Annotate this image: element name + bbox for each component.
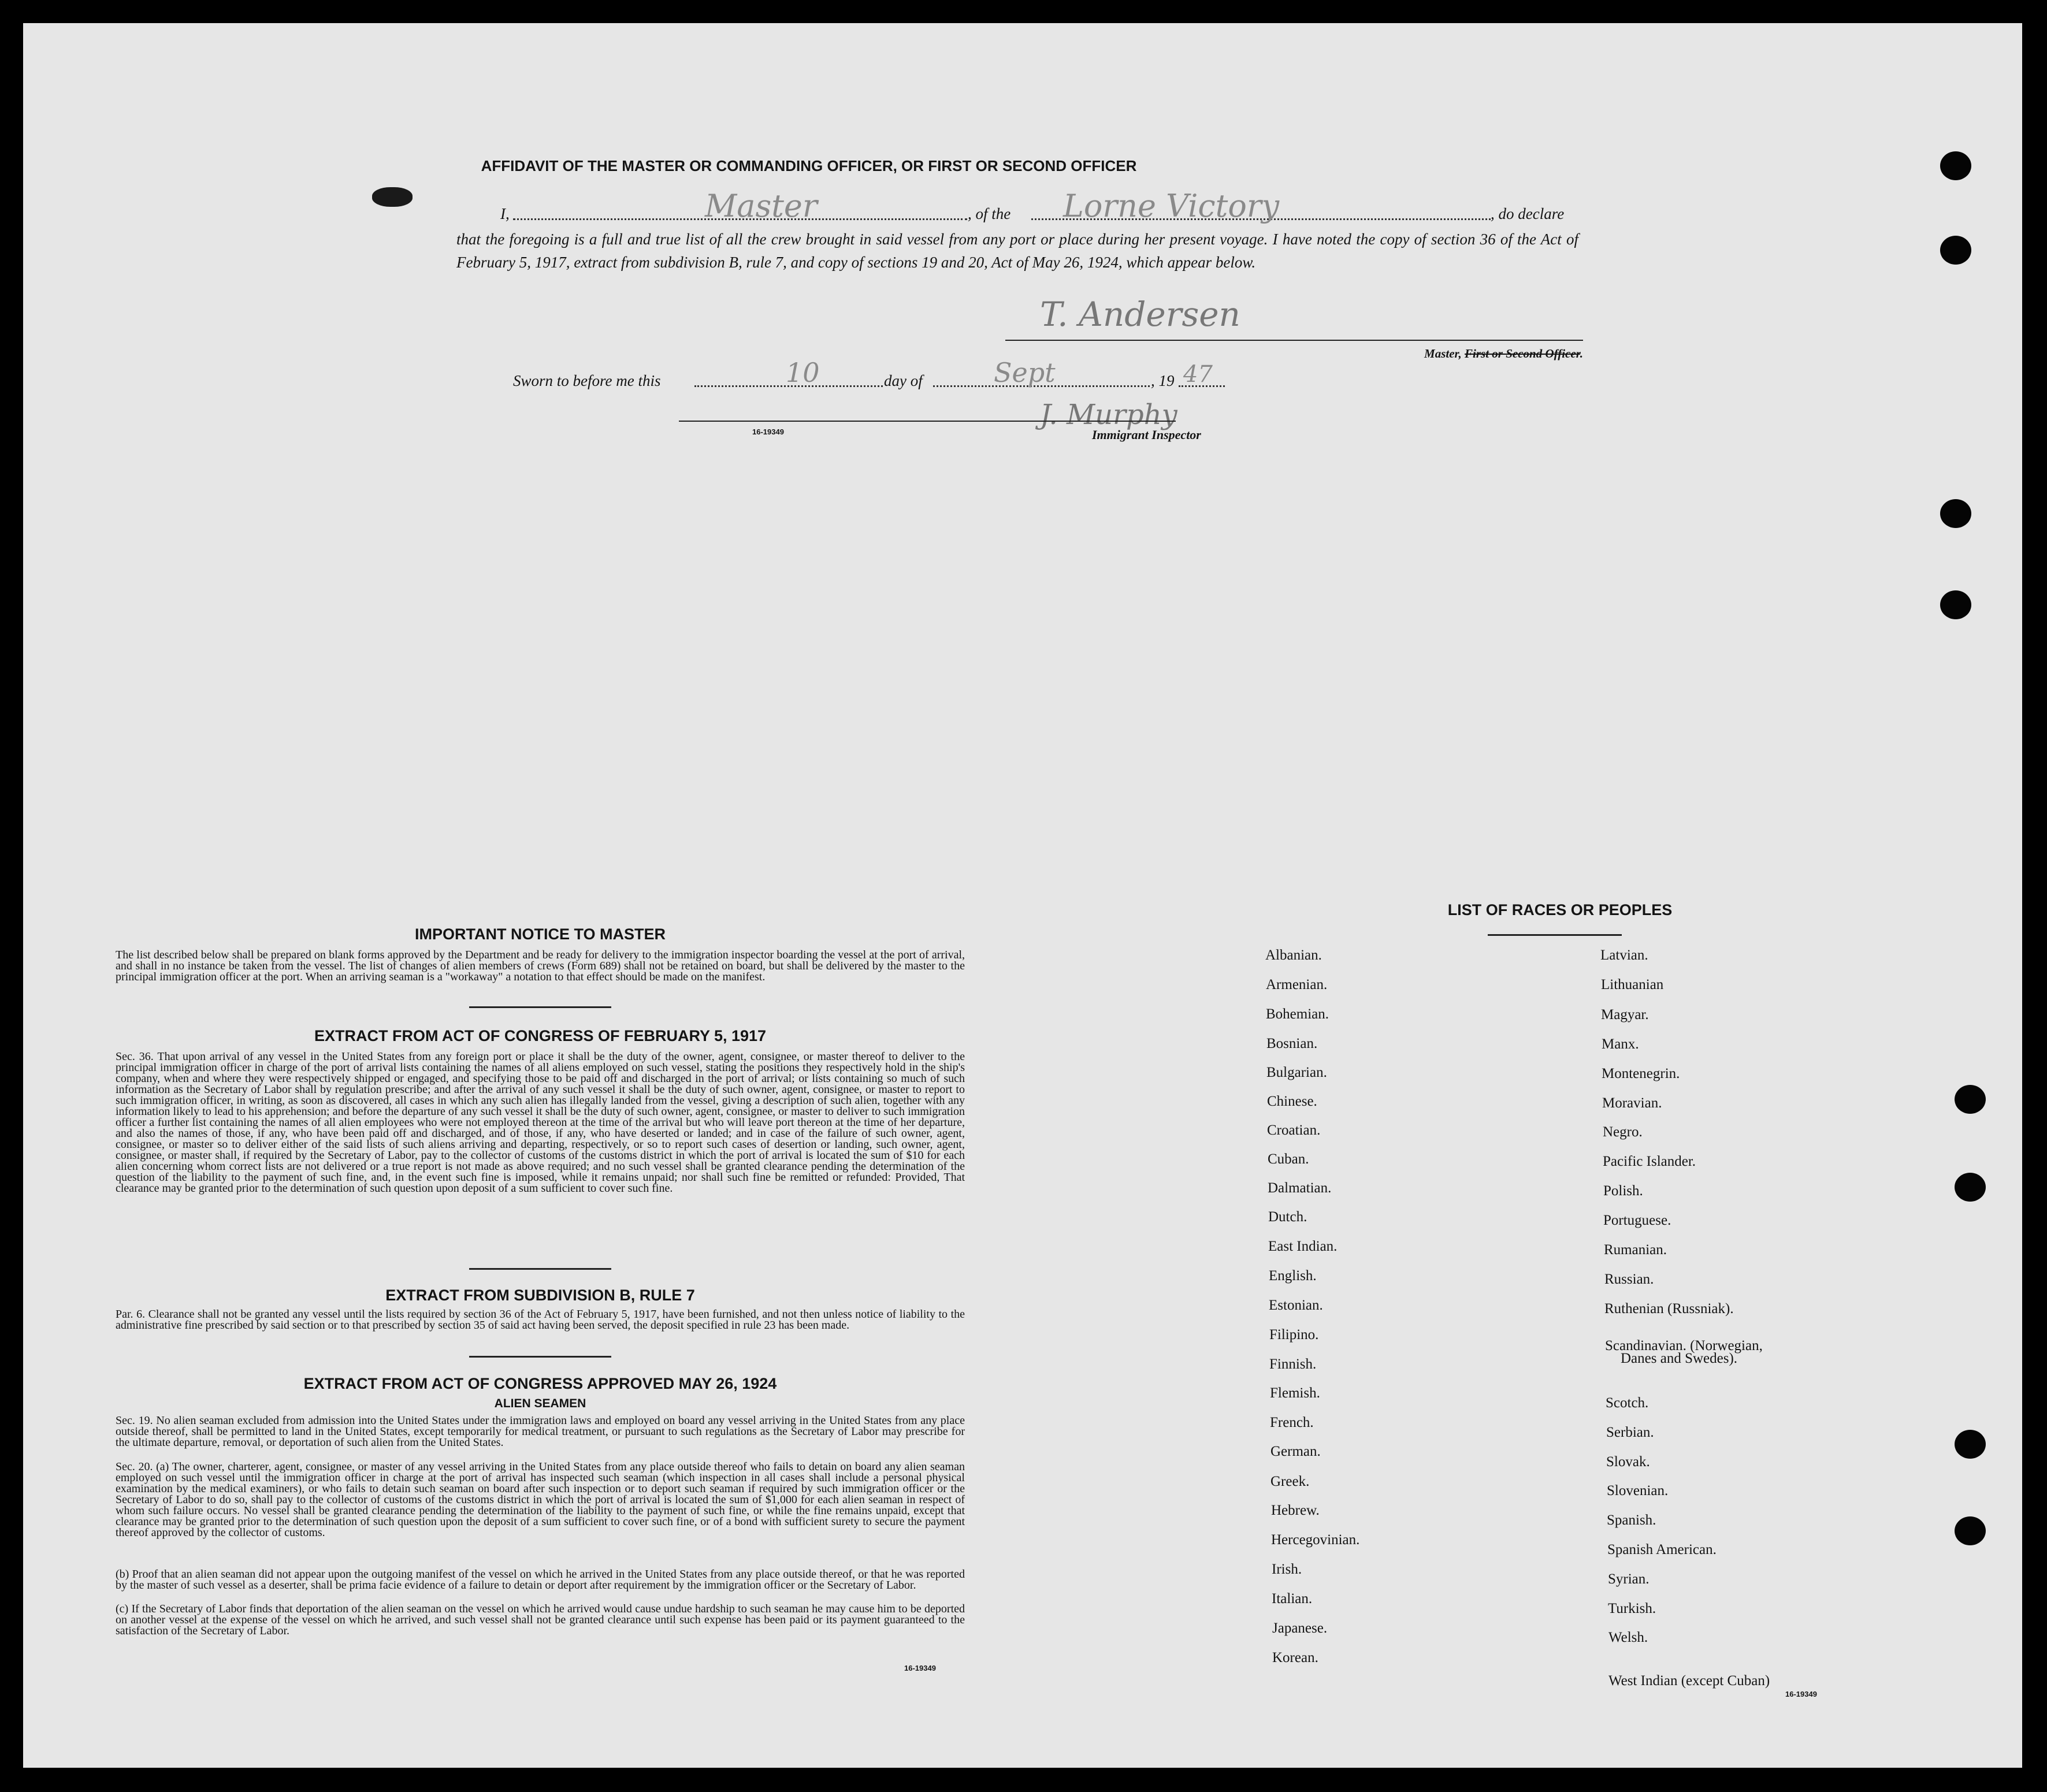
race-item: Ruthenian (Russniak). <box>1604 1301 1734 1317</box>
inspector-signature: J. Murphy <box>1040 399 1177 431</box>
race-item: Scotch. <box>1606 1395 1649 1411</box>
race-item: Magyar. <box>1601 1007 1649 1023</box>
master-label-end: . <box>1580 347 1583 360</box>
document-page <box>23 23 2022 1768</box>
race-item: Manx. <box>1602 1036 1639 1052</box>
race-item: Welsh. <box>1608 1630 1648 1645</box>
race-item: Cuban. <box>1268 1151 1309 1167</box>
sec20c-text: (c) If the Secretary of Labor finds that deportation of the alien seaman on the vessel on which he arrived would cause undue hardship to such seaman he may cause him to be deported on another vessel at the expense of the vessel on which he arrived, and such vessel shall not be granted clearance until such expense has been paid or its payment guaranteed to the satisfaction of the Secretary of Labor. <box>116 1603 965 1637</box>
affidavit-body: that the foregoing is a full and true list of all the crew brought in said vessel from any port or place during her present voyage. I have noted the copy of section 36 of the Act of February 5, 1917, extract from subdivision B, rule 7, and copy of sections 19 and 20, Act of May 26, 1924, which appear below. <box>456 230 1578 271</box>
race-item: Lithuanian <box>1601 977 1664 992</box>
inspector-label: Immigrant Inspector <box>1092 427 1201 442</box>
affidavit-form-number: 16-19349 <box>752 427 784 436</box>
inspector-signature-line <box>679 421 1176 422</box>
race-item: Montenegrin. <box>1602 1066 1680 1081</box>
race-item: Bohemian. <box>1266 1006 1329 1022</box>
punch-hole <box>1955 1173 1986 1202</box>
master-label-struck: First or Second Officer <box>1465 347 1580 360</box>
race-item: Bosnian. <box>1266 1036 1318 1051</box>
race-item: Latvian. <box>1600 947 1648 963</box>
race-item: Filipino. <box>1269 1327 1319 1343</box>
master-signature-line <box>1005 340 1583 341</box>
race-item: Turkish. <box>1608 1601 1656 1616</box>
notice-text: The list described below shall be prepared on blank forms approved by the Department and be ready for delivery to the immigration inspector boarding the vessel at the port of arrival, and shall in no instance be taken from the vessel. The list of changes of alien members of crews (Form 689) shall not be retained on board, but shall be delivered by the master to the principal immigration officer at the port. When an arriving seaman is a "workaway" a notation to that effect should be made on the manifest. <box>116 949 965 983</box>
race-item: Slovak. <box>1606 1454 1650 1470</box>
race-item: Italian. <box>1272 1591 1313 1607</box>
race-item: Korean. <box>1272 1650 1318 1665</box>
extract2-divider <box>469 1356 611 1358</box>
day-of-label: day of <box>884 372 923 389</box>
sec20b-text: (b) Proof that an alien seaman did not appear upon the outgoing manifest of the vessel on which he arrived in the United States from any place outside thereof, or that he was reported by the master of such vessel as a deserter, shall be prima facie evidence of a failure to detain or deport after requirement by the immigration officer or the Secretary of Labor. <box>116 1568 965 1592</box>
extract1-title: EXTRACT FROM ACT OF CONGRESS OF FEBRUARY 5, 1917 <box>314 1027 767 1044</box>
race-item: Negro. <box>1603 1124 1643 1140</box>
race-item: French. <box>1270 1415 1314 1430</box>
punch-hole <box>1940 590 1971 619</box>
year-suffix: 47 <box>1183 361 1213 388</box>
master-signature: T. Andersen <box>1040 295 1240 334</box>
race-item: Syrian. <box>1608 1571 1650 1587</box>
extract2-text: Par. 6. Clearance shall not be granted any vessel until the lists required by section 36 of the Act of February 5, 1917, have been furnished, and not then unless notice of liability to the administrative fine prescribed by said section or to that prescribed by section 35 of said act having been served, the deposit specified in rule 23 has been made. <box>116 1308 965 1332</box>
race-item: Irish. <box>1272 1562 1302 1577</box>
of-the-label: , of the <box>968 205 1011 222</box>
race-item: Danes and Swedes). <box>1621 1351 1738 1366</box>
punch-hole <box>1940 499 1971 528</box>
race-item: English. <box>1269 1268 1317 1284</box>
sec20a-text: Sec. 20. (a) The owner, charterer, agent, consignee, or master of any vessel arriving in the United States from any place outside thereof who fails to detain on board any alien seaman employed on such vessel until the immigration officer in charge at the port of arrival has inspected such seaman (which inspection in all cases shall include a personal physical examination by the medical examiners), or who fails to detain such seaman on board after such inspection or to deport such seaman if required by such immigration officer or the Secretary of Labor to do so, shall pay to the collector of customs of the customs district in which the port of arrival is located the sum of $1,000 for each alien seaman in respect of whom such failure occurs. No vessel shall be granted clearance pending the determination of the liability to the payment of such fine, or while the fine remains unpaid, except that clearance may be granted prior to the determination of such question upon the deposit of a sum sufficient to cover such fine, or of a bond with sufficient surety to secure the payment thereof approved by the collector of customs. <box>116 1460 965 1539</box>
punch-hole <box>1955 1516 1986 1545</box>
race-item: Slovenian. <box>1607 1483 1669 1499</box>
race-item: Polish. <box>1603 1183 1643 1199</box>
vessel-handwritten: Lorne Victory <box>1063 188 1280 224</box>
affidavit-i-label: I, <box>500 205 510 222</box>
race-item: Flemish. <box>1270 1385 1320 1401</box>
race-item: Croatian. <box>1267 1122 1321 1138</box>
races-form-number: 16-19349 <box>1785 1690 1817 1698</box>
race-item: Serbian. <box>1606 1425 1654 1440</box>
race-item: Moravian. <box>1602 1095 1662 1111</box>
year-prefix: , 19 <box>1151 372 1175 389</box>
race-item: Japanese. <box>1272 1620 1328 1636</box>
do-declare-label: , do declare <box>1491 205 1565 222</box>
notice-form-number: 16-19349 <box>904 1664 936 1672</box>
race-item: Spanish. <box>1607 1512 1656 1528</box>
sworn-day: 10 <box>786 357 820 388</box>
punch-hole <box>1955 1085 1986 1114</box>
punch-hole <box>1940 151 1971 180</box>
race-item: West Indian (except Cuban) <box>1608 1673 1770 1689</box>
punch-hole <box>1940 236 1971 265</box>
sworn-month: Sept <box>994 357 1056 388</box>
extract3-subtitle: ALIEN SEAMEN <box>494 1397 586 1410</box>
notice-divider <box>469 1006 611 1008</box>
extract3-title: EXTRACT FROM ACT OF CONGRESS APPROVED MAY 26, 1924 <box>303 1375 777 1392</box>
extract1-divider <box>469 1268 611 1270</box>
race-item: Bulgarian. <box>1266 1065 1327 1080</box>
sworn-label: Sworn to before me this <box>513 372 661 389</box>
race-item: Estonian. <box>1269 1297 1323 1313</box>
race-item: Portuguese. <box>1603 1213 1671 1228</box>
race-item: Finnish. <box>1269 1356 1317 1372</box>
race-item: Armenian. <box>1266 977 1328 992</box>
race-item: Hebrew. <box>1271 1503 1320 1518</box>
race-item: Russian. <box>1604 1271 1654 1287</box>
punch-hole <box>1955 1430 1986 1459</box>
race-item: Hercegovinian. <box>1271 1532 1360 1548</box>
affidavit-title: AFFIDAVIT OF THE MASTER OR COMMANDING OFFICER, OR FIRST OR SECOND OFFICER <box>481 157 1137 174</box>
race-item: Greek. <box>1270 1474 1310 1489</box>
race-item: German. <box>1270 1444 1321 1459</box>
year-line <box>1179 385 1225 387</box>
notice-title: IMPORTANT NOTICE TO MASTER <box>415 925 666 943</box>
extract2-title: EXTRACT FROM SUBDIVISION B, RULE 7 <box>385 1287 695 1304</box>
race-item: Pacific Islander. <box>1603 1154 1696 1169</box>
races-title: LIST OF RACES OR PEOPLES <box>1447 901 1673 919</box>
race-item: Dutch. <box>1268 1209 1307 1225</box>
race-item: Rumanian. <box>1604 1242 1667 1258</box>
races-divider <box>1488 934 1622 936</box>
name-handwritten: Master <box>705 188 818 224</box>
race-item: Albanian. <box>1265 947 1322 963</box>
race-item: East Indian. <box>1268 1239 1338 1254</box>
race-item: Spanish American. <box>1607 1542 1717 1557</box>
master-label-text: Master, <box>1424 347 1465 360</box>
sec19-text: Sec. 19. No alien seaman excluded from admission into the United States under the immigration laws and employed on board any vessel arriving in the United States from any place outside thereof, shall be permitted to land in the United States, except temporarily for medical treatment, or pursuant to such regulations as the Secretary of Labor may prescribe for the ultimate departure, removal, or deportation of such alien from the United States. <box>116 1414 965 1449</box>
race-item: Chinese. <box>1267 1094 1317 1109</box>
race-item: Scandinavian. (Norwegian, <box>1605 1338 1763 1354</box>
ink-blot <box>372 187 413 207</box>
extract1-text: Sec. 36. That upon arrival of any vessel in the United States from any foreign port or place it shall be the duty of the owner, agent, consignee, or master thereof to deliver to the principal immigration officer in charge of the port of arrival lists containing the names of all aliens employed on such vessel, stating the positions they respectively hold in the ship's company, when and where they were respectively shipped or engaged, and specifying those to be paid off and discharged in the port of arrival; or lists containing so much of such information as the Secretary of Labor shall by regulation prescribe; and after the arrival of any such vessel it shall be the duty of such owner, agent, consignee, or master to report to such immigration officer, in writing, as soon as discovered, all cases in which any such alien has illegally landed from the vessel, giving a description of such alien, together with any information likely to lead to his apprehension; and before the departure of any such vessel it shall be the duty of such owner, agent, consignee, or master to deliver to such immigration officer a further list containing the names of all alien employees who were not employed thereon at the time of the arrival but who will leave port thereon at the time of her departure, and also the names of those, if any, who have been paid off and discharged, and of those, if any, who have deserted or landed; and in case of the failure of such owner, agent, consignee, or master so to deliver either of the said lists of such aliens arriving and departing, respectively, or so to report such cases of desertion or landing, such owner, agent, consignee, or master shall, if required by the Secretary of Labor, pay to the collector of customs of the customs district in which the port of arrival is located the sum of $10 for each alien concerning whom correct lists are not delivered or a true report is not made as above required; and no such vessel shall be granted clearance pending the determination of the question of the liability to the payment of such fine, and, in the event such fine is imposed, while it remains unpaid; nor shall such fine be remitted or refunded: Provided, That clearance may be granted prior to the determination of such question upon deposit of a sum sufficient to cover such fine. <box>116 1050 965 1195</box>
race-item: Dalmatian. <box>1268 1180 1332 1196</box>
master-label <box>1352 347 1583 361</box>
